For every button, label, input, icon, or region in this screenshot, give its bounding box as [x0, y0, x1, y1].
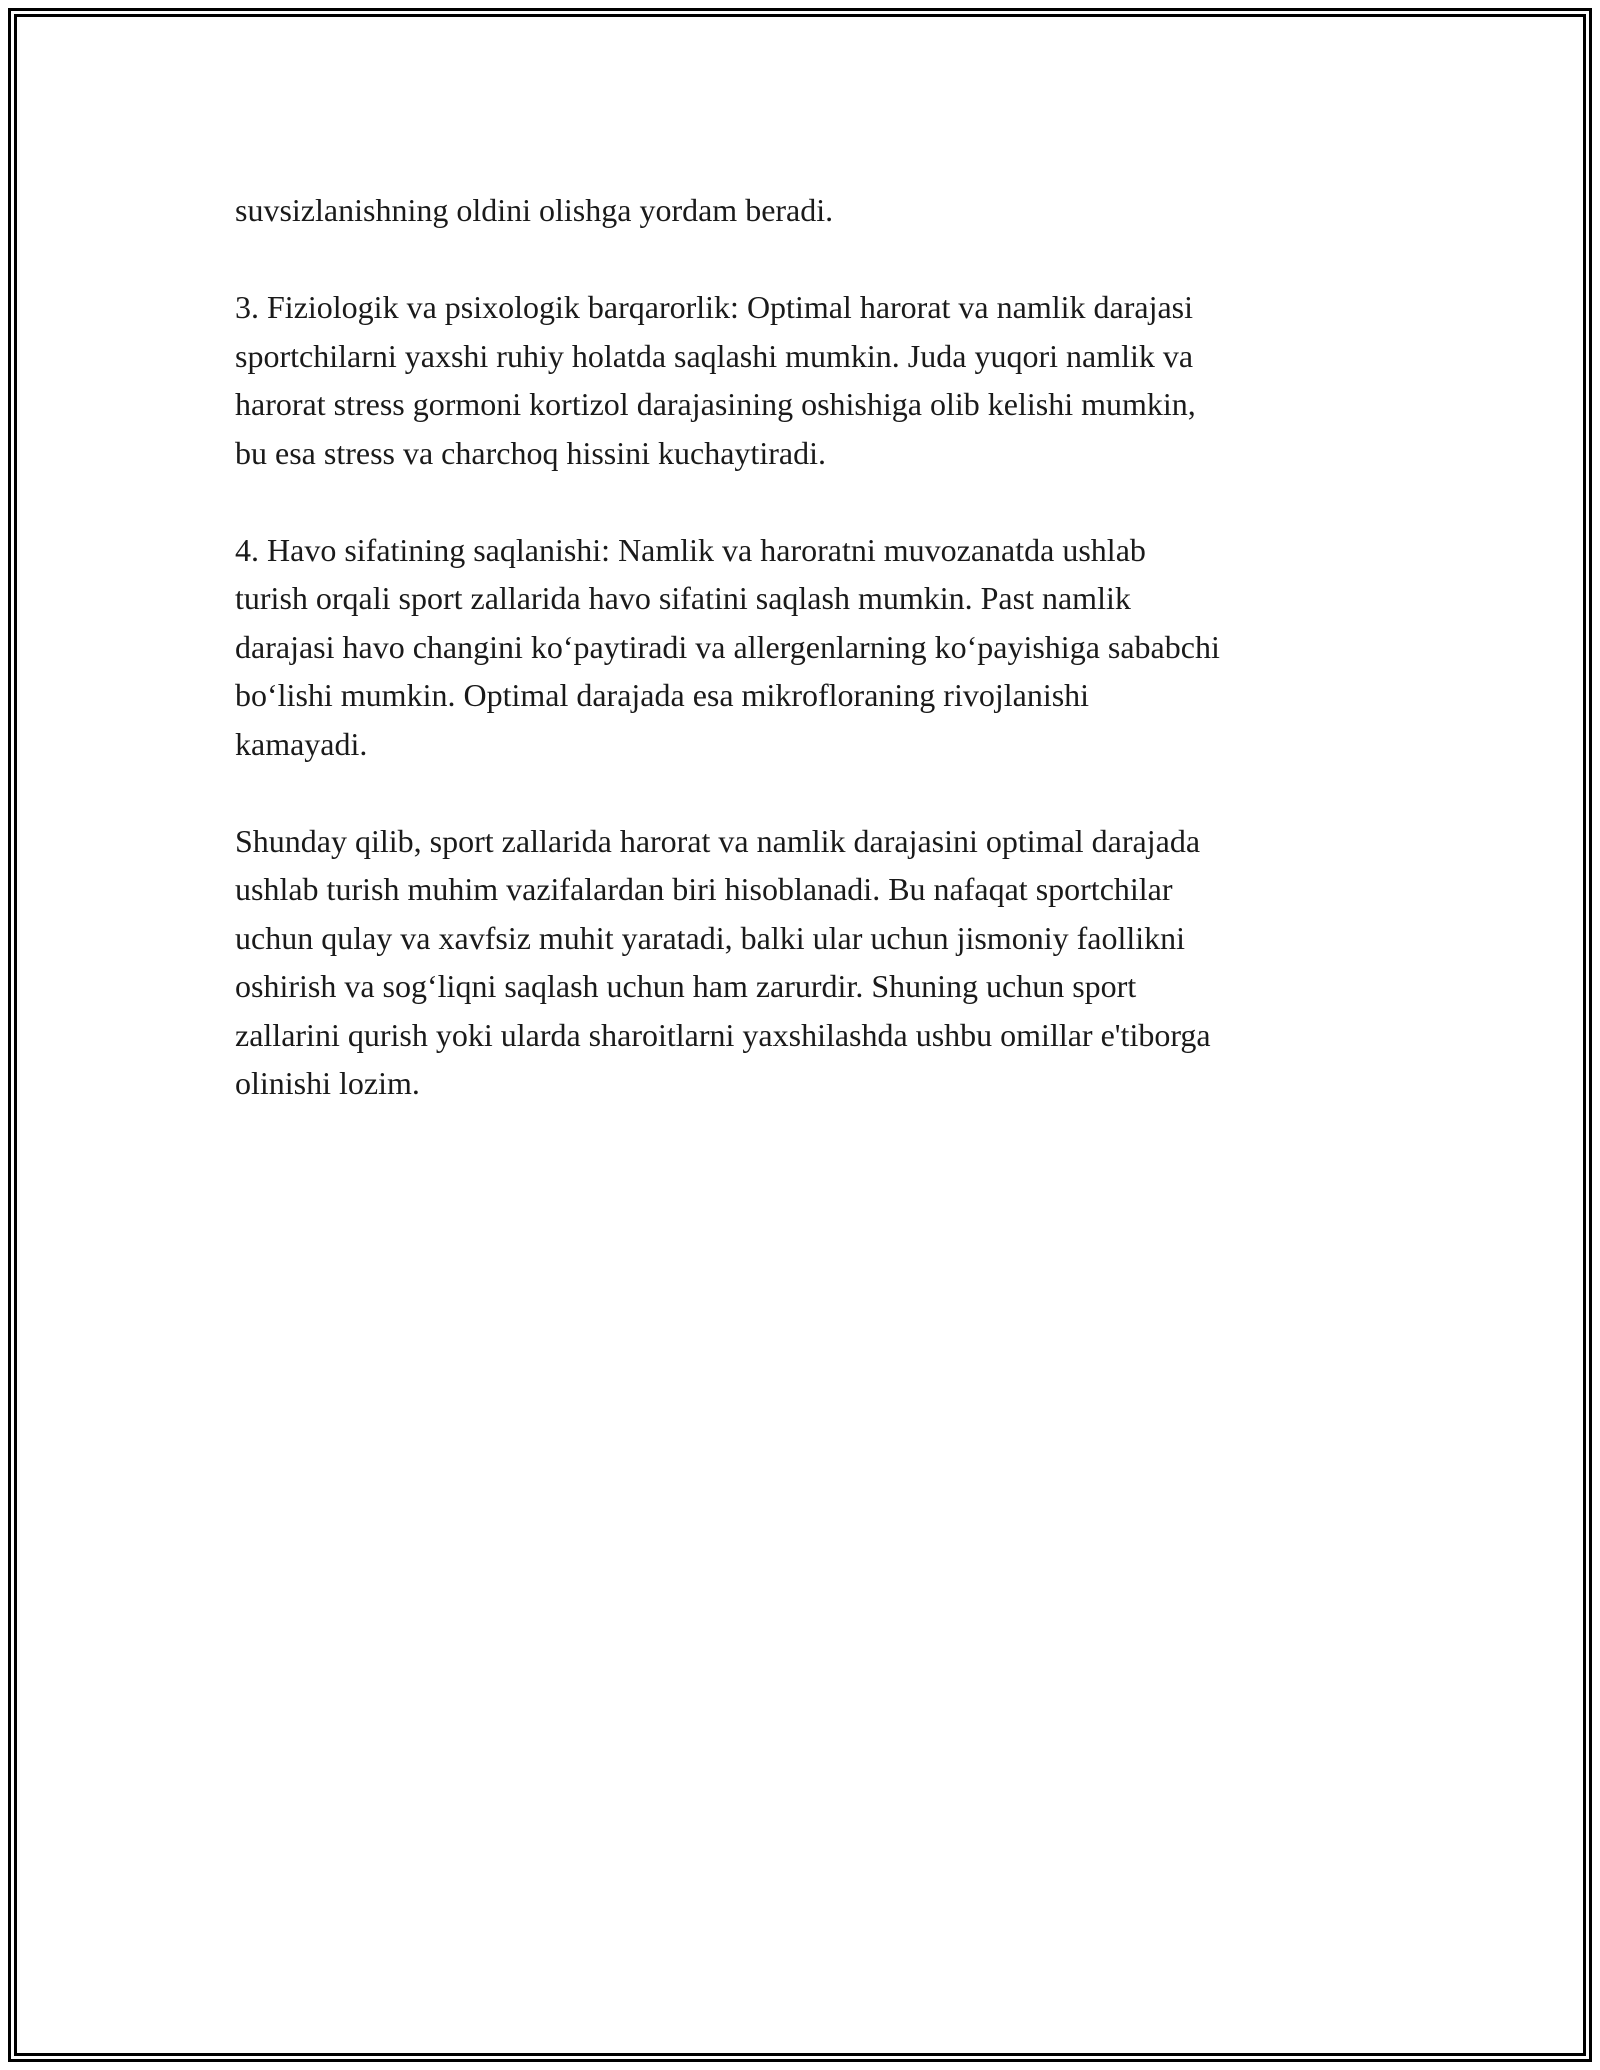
text-line: harorat stress gormoni kortizol darajasining oshishiga olib kelishi mumkin, — [235, 386, 1196, 422]
paragraph-conclusion — [235, 817, 1375, 1108]
text-line: oshirish va sog‘liqni saqlash uchun ham zarurdir. Shuning uchun sport — [235, 968, 1137, 1004]
text-line: Shunday qilib, sport zallarida harorat va namlik darajasini optimal darajada — [235, 822, 1201, 859]
text-line: kamayadi. — [235, 725, 368, 762]
text-line: sportchilarni yaxshi ruhiy holatda saqlashi mumkin. Juda yuqori namlik va — [235, 337, 1194, 374]
text-line: uchun qulay va xavfsiz muhit yaratadi, balki ular uchun jismoniy faollikni — [235, 919, 1185, 956]
text-line: darajasi havo changini ko‘paytiradi va allergenlarning ko‘payishiga sababchi — [235, 628, 1220, 665]
text-line: 4. Havo sifatining saqlanishi: Namlik va haroratni muvozanatda ushlab — [235, 531, 1146, 568]
text-line: turish orqali sport zallarida havo sifatini saqlash mumkin. Past namlik — [235, 580, 1131, 616]
paragraph-physiological-stability — [235, 283, 1375, 477]
text-line: 3. Fiziologik va psixologik barqarorlik: Optimal harorat va namlik darajasi — [235, 289, 1193, 325]
text-line: zallarini qurish yoki ularda sharoitlarni yaxshilashda ushbu omillar e'tiborga — [235, 1016, 1211, 1053]
paragraph-intro-end — [235, 186, 1375, 235]
text-line: ushlab turish muhim vazifalardan biri hisoblanadi. Bu nafaqat sportchilar — [235, 871, 1173, 907]
paragraph-air-quality — [235, 526, 1375, 769]
text-line: suvsizlanishning oldini olishga yordam beradi. — [235, 192, 834, 228]
text-line: olinishi lozim. — [235, 1065, 420, 1101]
text-line: bu esa stress va charchoq hissini kuchaytiradi. — [235, 434, 826, 471]
document-body — [235, 186, 1375, 1156]
text-line: bo‘lishi mumkin. Optimal darajada esa mikrofloraning rivojlanishi — [235, 677, 1090, 713]
